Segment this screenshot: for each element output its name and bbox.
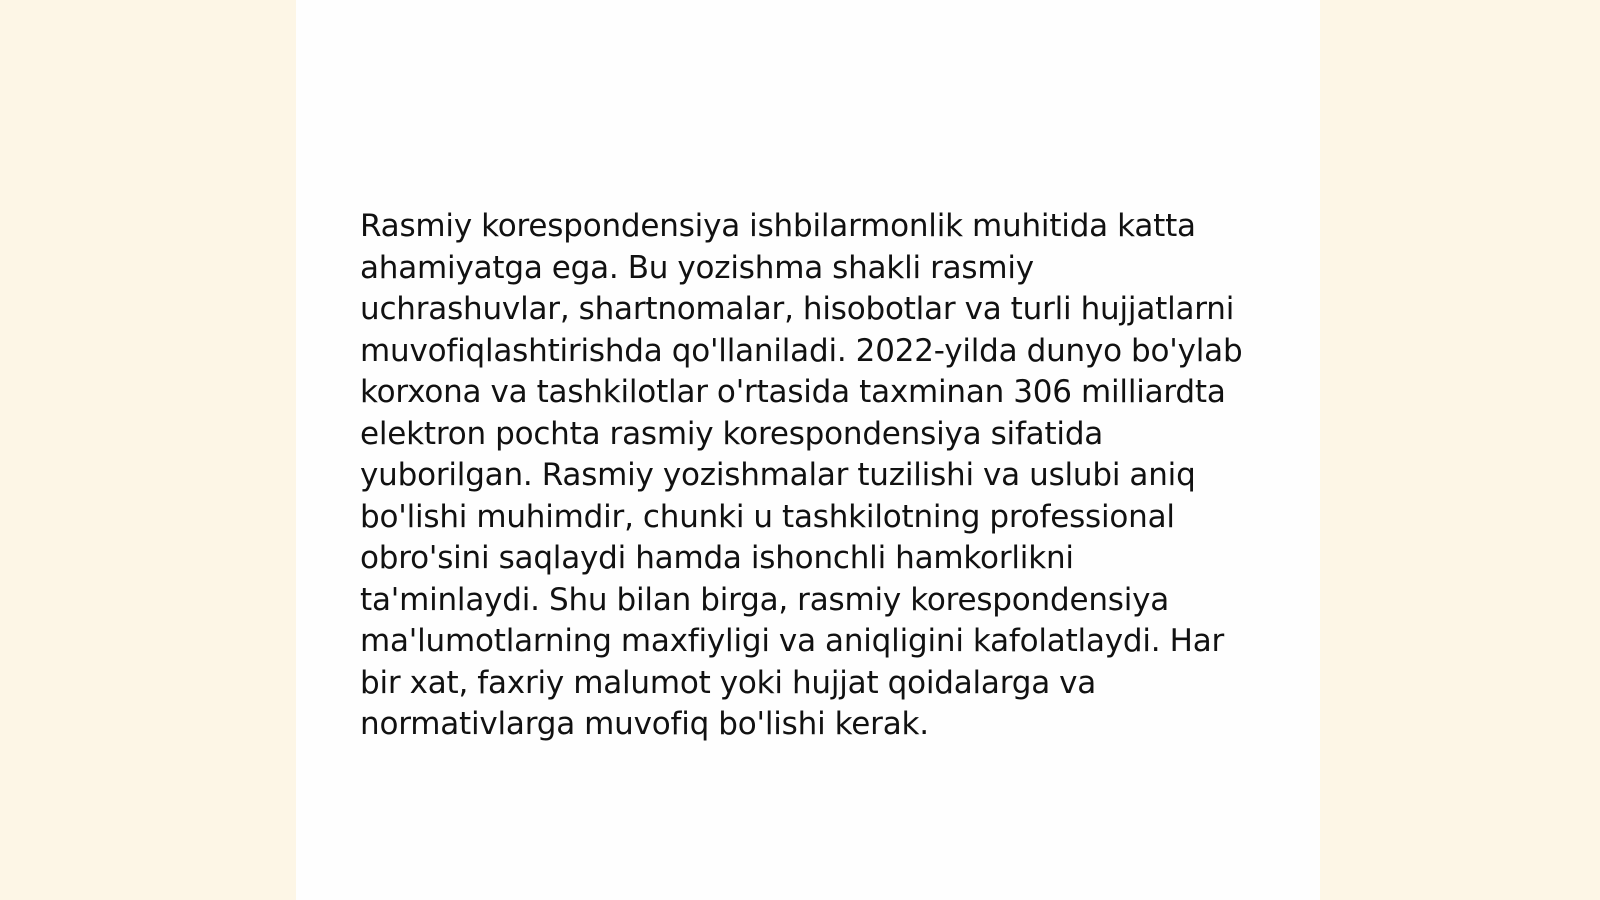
- body-paragraph: Rasmiy korespondensiya ishbilarmonlik muhitida katta ahamiyatga ega. Bu yozishma shakli rasmiy uchrashuvlar, shartnomalar, hisobotlar va turli hujjatlarni muvofiqlashtirishda qo'llaniladi. 2022-yilda dunyo bo'ylab korxona va tashkilotlar o'rtasida taxminan 306 milliardta elektron pochta rasmiy korespondensiya sifatida yuborilgan. Rasmiy yozishmalar tuzilishi va uslubi aniq bo'lishi muhimdir, chunki u tashkilotning professional obro'sini saqlaydi hamda ishonchli hamkorlikni ta'minlaydi. Shu bilan birga, rasmiy korespondensiya ma'lumotlarning maxfiyligi va aniqligini kafolatlaydi. Har bir xat, faxriy malumot yoki hujjat qoidalarga va normativlarga muvofiq bo'lishi kerak.: [360, 208, 1243, 742]
- document-page: [296, 0, 1320, 900]
